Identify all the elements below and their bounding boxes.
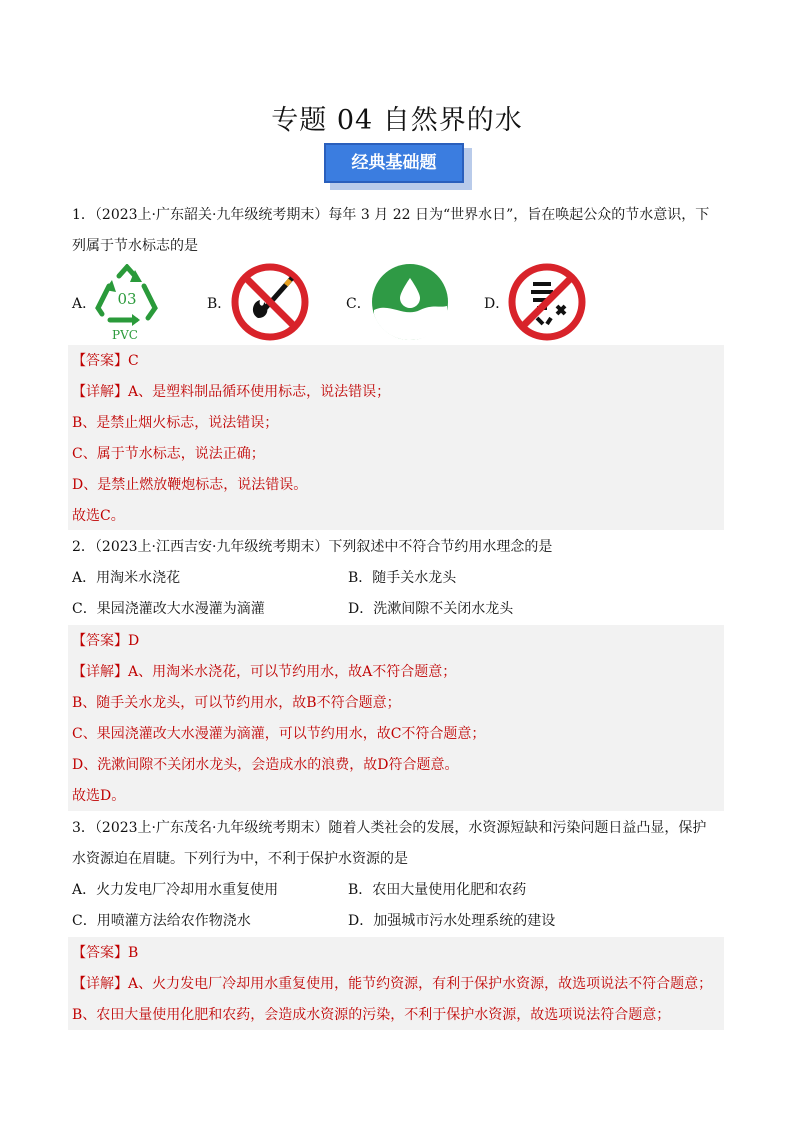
page-title: 专题 04 自然界的水 (271, 105, 523, 136)
no-firecracker-icon (507, 262, 587, 342)
q2-option-b: B．随手关水龙头 (348, 570, 457, 586)
detail-3-b: B、农田大量使用化肥和农药，会造成水资源的污染，不利于保护水资源，故选项说法符合题意； (72, 1007, 671, 1023)
question-1-text-cont: 列属于节水标志的是 (72, 238, 198, 254)
q3-option-a: A．火力发电厂冷却用水重复使用 (72, 882, 279, 898)
badge-label: 经典基础题 (351, 153, 437, 173)
pvc-number: 03 (117, 290, 137, 308)
q2-option-d: D．洗漱间隙不关闭水龙头 (348, 601, 514, 617)
q3-option-d: D．加强城市污水处理系统的建设 (348, 913, 556, 929)
conclusion-2: 故选D。 (72, 788, 126, 804)
option-c-label: C． (346, 296, 371, 312)
detail-2-c: C、果园浇灌改大水漫灌为滴灌，可以节约用水，故C不符合题意； (72, 726, 486, 742)
detail-2-b: B、随手关水龙头，可以节约用水，故B不符合题意； (72, 695, 401, 711)
no-fire-icon (230, 262, 310, 342)
question-1-text: 1．（2023上·广东韶关·九年级统考期末）每年 3 月 22 日为“世界水日”，旨在唤起公众的节水意识，下 (72, 207, 710, 223)
recycle-03-pvc-icon (92, 264, 162, 328)
detail-2-a: 【详解】A、用淘米水浇花，可以节约用水，故A不符合题意； (72, 664, 457, 680)
answer-1: 【答案】C (72, 353, 139, 369)
answer-3: 【答案】B (72, 945, 139, 961)
option-a-label: A． (72, 296, 97, 312)
answer-block-1 (68, 345, 724, 530)
detail-1-c: C、属于节水标志，说法正确； (72, 446, 265, 462)
q2-option-a: A．用淘米水浇花 (72, 570, 181, 586)
detail-3-a: 【详解】A、火力发电厂冷却用水重复使用，能节约资源，有利于保护水资源，故选项说法不符合题意； (72, 976, 713, 992)
q2-option-c: C．果园浇灌改大水漫灌为滴灌 (72, 601, 265, 617)
detail-1-d: D、是禁止燃放鞭炮标志，说法错误。 (72, 477, 308, 493)
answer-2: 【答案】D (72, 633, 140, 649)
detail-1-b: B、是禁止烟火标志，说法错误； (72, 415, 279, 431)
detail-2-d: D、洗漱间隙不关闭水龙头，会造成水的浪费，故D符合题意。 (72, 757, 459, 773)
question-2-text: 2．（2023上·江西吉安·九年级统考期末）下列叙述中不符合节约用水理念的是 (72, 539, 553, 555)
option-d-label: D． (484, 296, 510, 312)
q3-option-c: C．用喷灌方法给农作物浇水 (72, 913, 251, 929)
conclusion-1: 故选C。 (72, 508, 125, 524)
q3-option-b: B．农田大量使用化肥和农药 (348, 882, 527, 898)
water-saving-icon (370, 262, 450, 342)
section-badge (324, 143, 472, 190)
pvc-label: PVC (112, 328, 138, 342)
question-3-text-cont: 水资源迫在眉睫。下列行为中，不利于保护水资源的是 (72, 851, 408, 867)
option-b-label: B． (207, 296, 232, 312)
detail-1-a: 【详解】A、是塑料制品循环使用标志，说法错误； (72, 384, 391, 400)
answer-block-2 (68, 625, 724, 811)
question-3-text: 3．（2023上·广东茂名·九年级统考期末）随着人类社会的发展，水资源短缺和污染问题日益凸显，保护 (72, 820, 707, 836)
